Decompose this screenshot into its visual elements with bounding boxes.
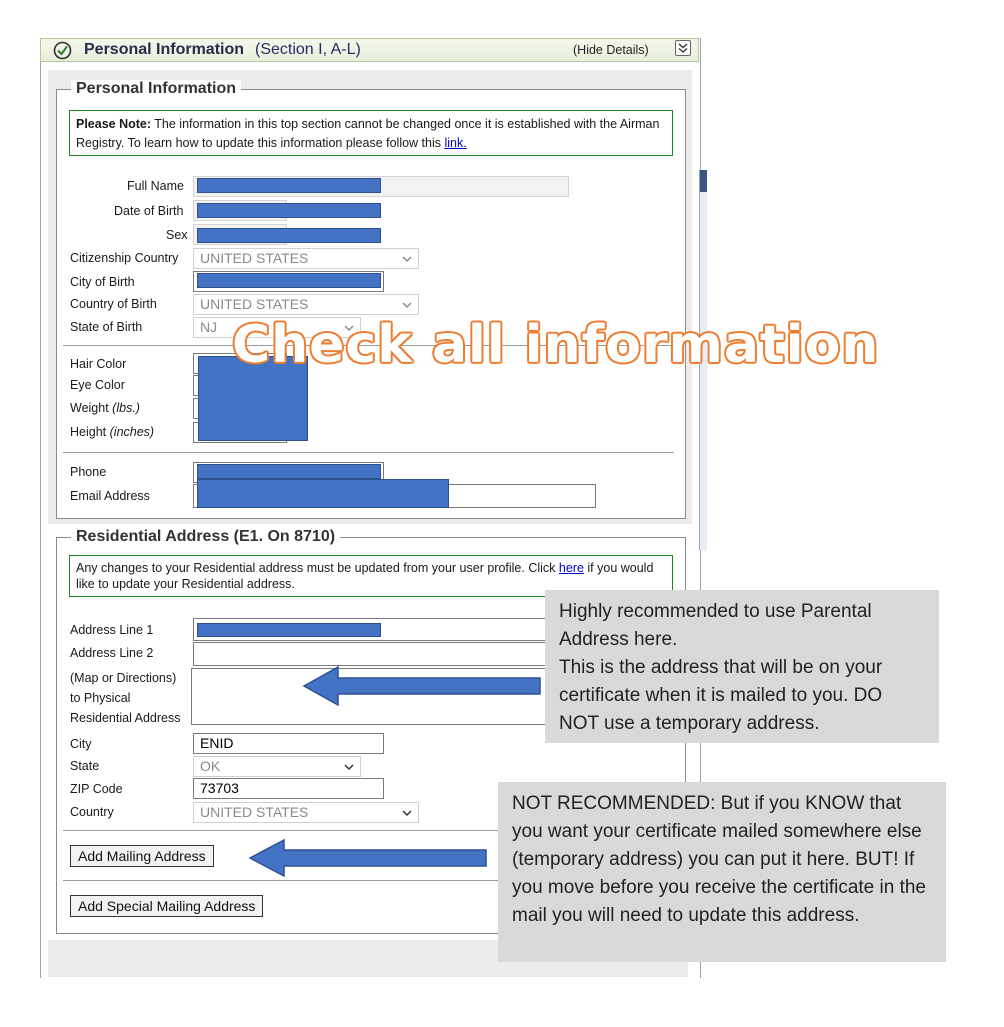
mailing-address-callout: NOT RECOMMENDED: But if you KNOW that you want your certificate mailed somewhere else (temporary address) you can put it here. BUT! If you move before you receive the certificate in the mail you will need to update this address. — [498, 782, 946, 962]
divider — [63, 452, 674, 453]
check-circle-icon — [53, 41, 72, 65]
city-field[interactable] — [193, 733, 384, 754]
state-of-birth-value: NJ — [200, 319, 218, 335]
zip-code-value: 73703 — [200, 780, 239, 796]
weight-label: Weight (lbs.) — [70, 401, 140, 415]
address-line-2-label: Address Line 2 — [70, 646, 154, 660]
citizenship-label: Citizenship Country — [70, 251, 179, 265]
citizenship-select[interactable] — [193, 248, 419, 269]
city-value: ENID — [200, 735, 234, 751]
city-of-birth-redaction — [197, 273, 381, 288]
state-value: OK — [200, 758, 221, 774]
sex-redaction — [197, 228, 381, 243]
country-select[interactable] — [193, 802, 419, 823]
section-header — [40, 38, 699, 62]
phone-label: Phone — [70, 465, 107, 479]
map-directions-label-2: to Physical — [70, 691, 131, 705]
hide-details-link[interactable]: (Hide Details) — [573, 43, 649, 57]
address-line-1-label: Address Line 1 — [70, 623, 154, 637]
note-text: The information in this top section cannot be changed once it is established with the Airman Registry. To learn how to update this information please follow this — [76, 117, 660, 150]
chevron-down-icon — [402, 254, 412, 264]
citizenship-value: UNITED STATES — [200, 250, 309, 266]
section-subtitle: (Section I, A-L) — [255, 41, 361, 58]
check-all-information-headline: Check all information — [232, 315, 880, 375]
sex-label: Sex — [166, 228, 188, 242]
country-of-birth-label: Country of Birth — [70, 297, 157, 311]
map-directions-label-3: Residential Address — [70, 711, 181, 725]
country-of-birth-select[interactable] — [193, 294, 419, 315]
left-arrow-icon — [302, 664, 542, 708]
airman-registry-link[interactable]: link. — [444, 136, 467, 150]
height-label: Height (inches) — [70, 425, 155, 439]
zip-code-label: ZIP Code — [70, 782, 123, 796]
add-mailing-address-button[interactable]: Add Mailing Address — [70, 845, 214, 867]
state-select[interactable] — [193, 756, 361, 777]
address-line-1-redaction — [197, 623, 381, 637]
email-redaction — [197, 479, 449, 508]
zip-code-field[interactable] — [193, 778, 384, 799]
residential-note-text: Any changes to your Residential address must be updated from your user profile. Click — [76, 561, 559, 575]
city-of-birth-label: City of Birth — [70, 275, 135, 289]
personal-info-note — [69, 110, 673, 156]
section-title: Personal Information — [84, 41, 245, 58]
country-of-birth-value: UNITED STATES — [200, 296, 309, 312]
email-label: Email Address — [70, 489, 150, 503]
add-special-mailing-address-button[interactable]: Add Special Mailing Address — [70, 895, 263, 917]
dob-redaction — [197, 203, 381, 218]
city-label: City — [70, 737, 92, 751]
hair-color-label: Hair Color — [70, 357, 127, 371]
parental-address-callout: Highly recommended to use Parental Address here. This is the address that will be on your certificate when it is mailed to you. DO NOT use a temporary address. — [545, 590, 939, 743]
full-name-redaction — [197, 178, 381, 193]
chevron-down-icon — [344, 762, 354, 772]
eye-color-label: Eye Color — [70, 378, 125, 392]
update-profile-link[interactable]: here — [558, 561, 584, 575]
map-directions-label: (Map or Directions) — [70, 671, 177, 685]
state-label: State — [70, 759, 100, 773]
phone-redaction — [197, 464, 381, 479]
country-value: UNITED STATES — [200, 804, 309, 820]
full-name-label: Full Name — [127, 179, 184, 193]
left-arrow-icon — [248, 837, 488, 879]
state-of-birth-label: State of Birth — [70, 320, 143, 334]
collapse-chevron-icon[interactable] — [675, 40, 691, 56]
address-line-2-field[interactable] — [193, 642, 553, 666]
chevron-down-icon — [402, 300, 412, 310]
residential-address-legend: Residential Address (E1. On 8710) — [71, 528, 340, 546]
personal-info-legend: Personal Information — [71, 80, 241, 98]
note-bold-label: Please Note: — [76, 117, 152, 131]
chevron-down-icon — [402, 808, 412, 818]
residential-note-text-2: if you would like to update your Residential address. — [76, 561, 654, 591]
dob-label: Date of Birth — [114, 204, 184, 218]
country-label: Country — [70, 805, 114, 819]
